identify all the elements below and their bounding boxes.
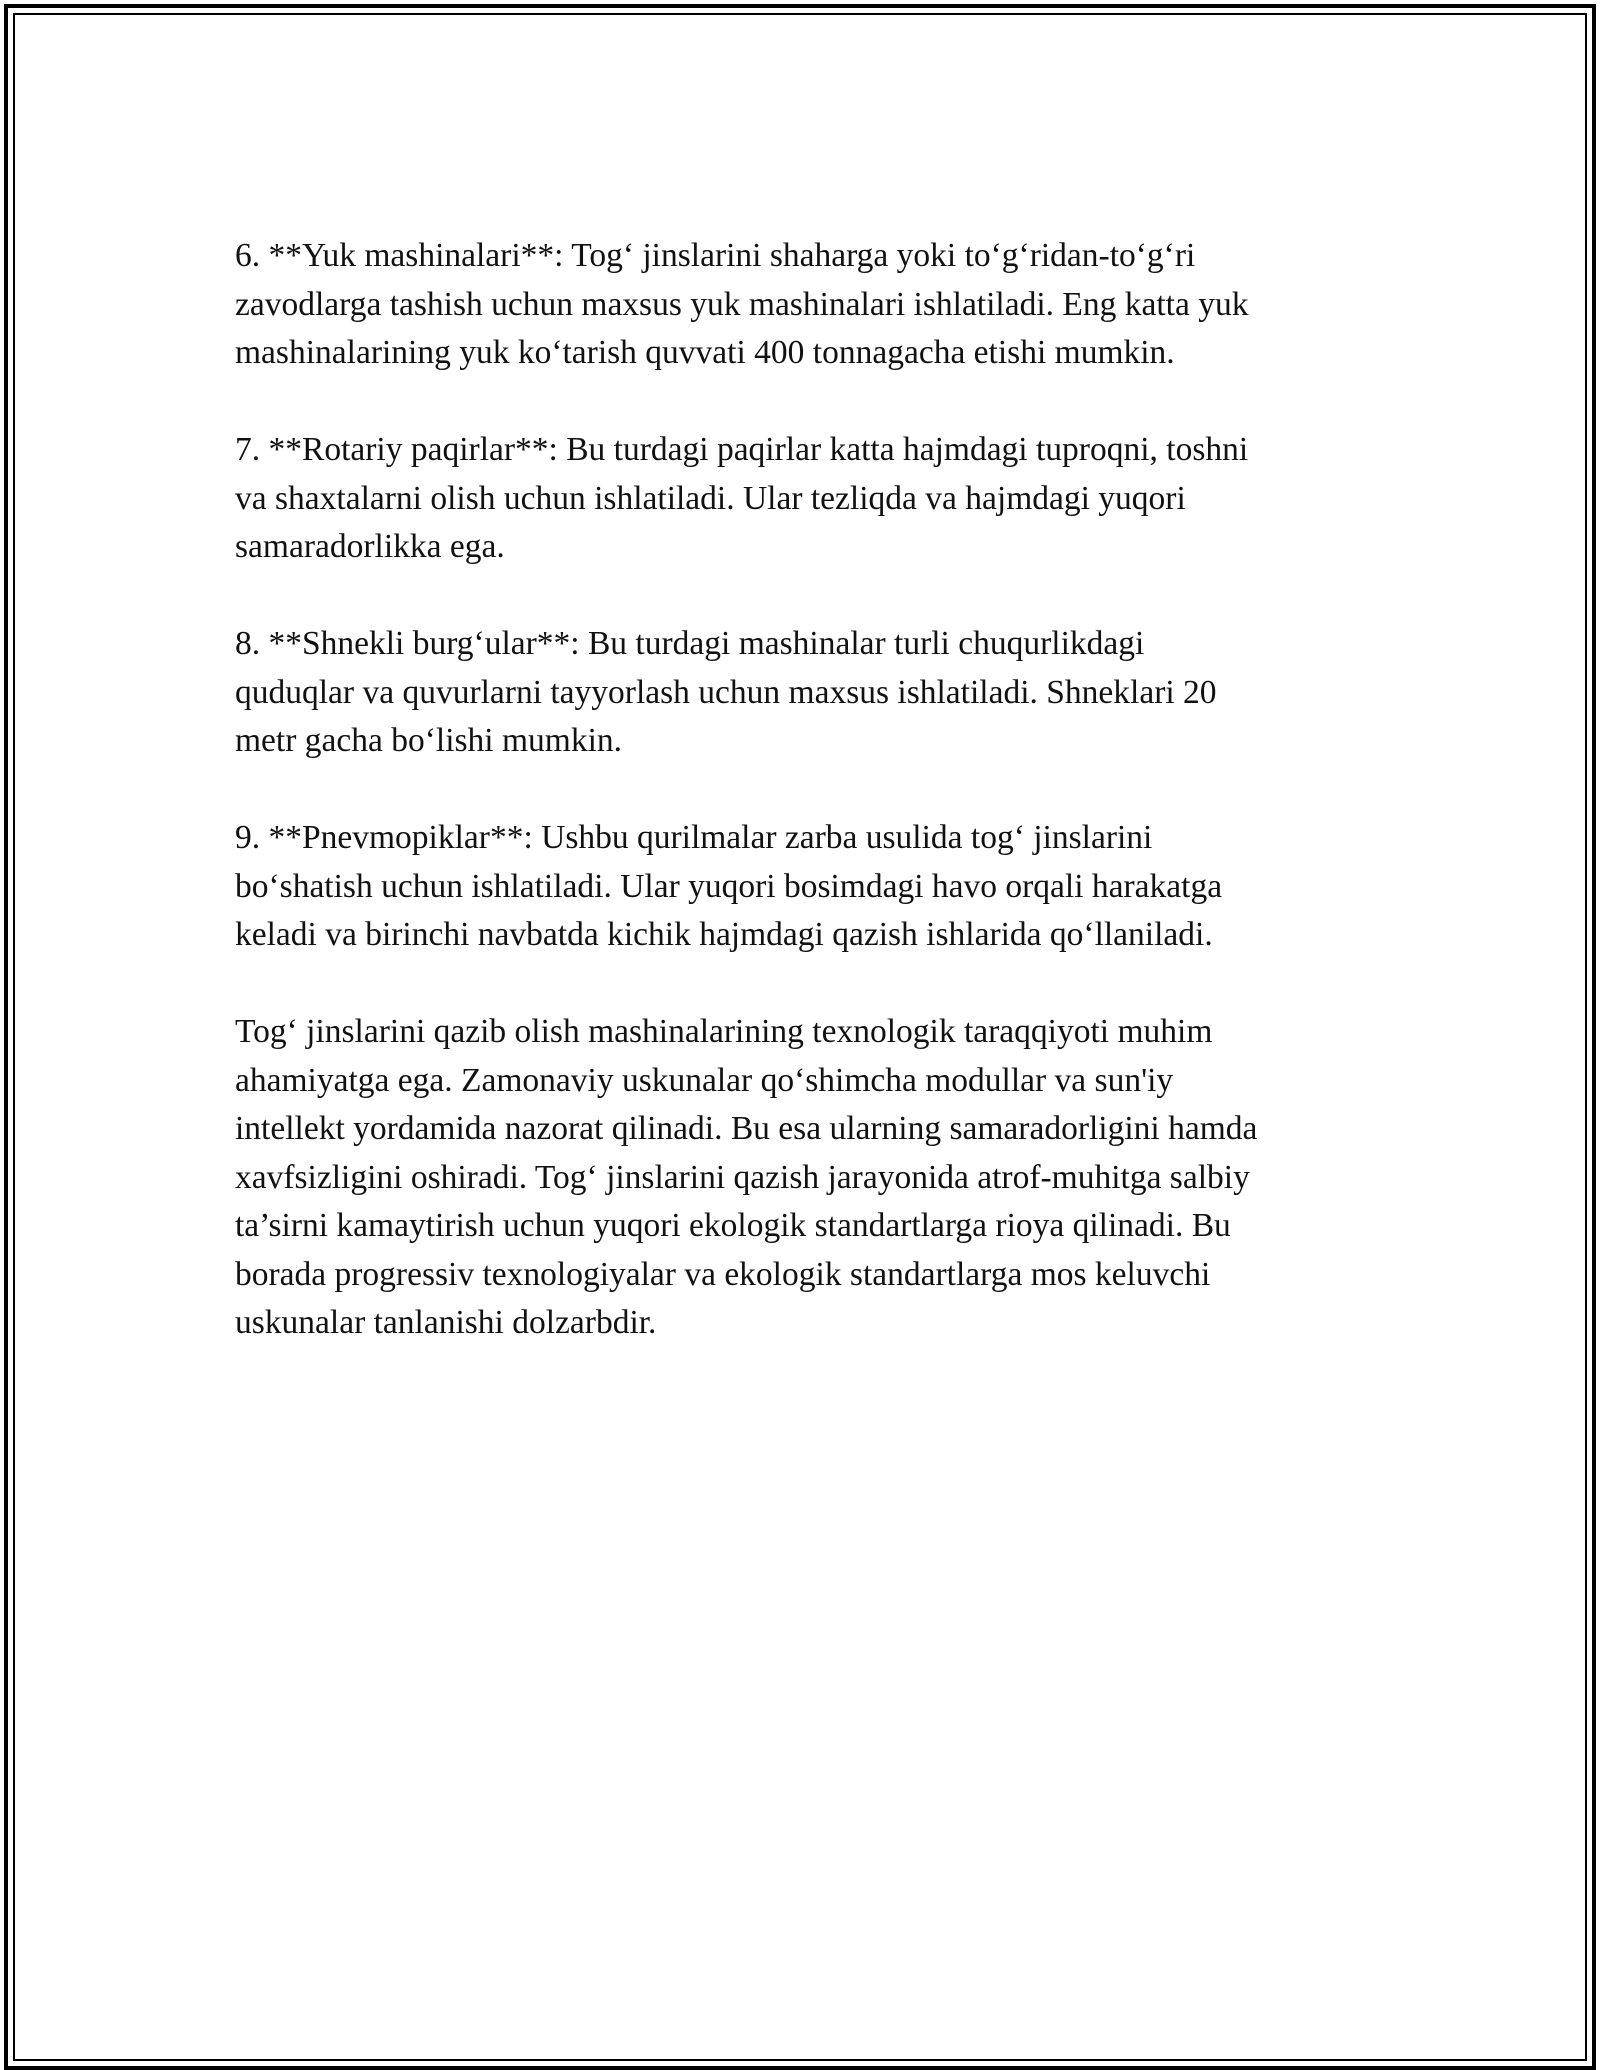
paragraph-item-6	[235, 232, 1385, 378]
text-line: ta’sirni kamaytirish uchun yuqori ekologik standartlarga rioya qilinadi. Bu	[235, 1207, 1231, 1244]
text-line: 8. **Shnekli burg‘ular**: Bu turdagi mashinalar turli chuqurlikdagi	[235, 625, 1145, 662]
paragraph-item-7	[235, 426, 1385, 572]
text-line: borada progressiv texnologiyalar va ekologik standartlarga mos keluvchi	[235, 1255, 1211, 1293]
text-line: keladi va birinchi navbatda kichik hajmdagi qazish ishlarida qo‘llaniladi.	[235, 916, 1213, 953]
text-line: zavodlarga tashish uchun maxsus yuk mashinalari ishlatiladi. Eng katta yuk	[235, 285, 1249, 323]
text-line: quduqlar va quvurlarni tayyorlash uchun maxsus ishlatiladi. Shneklari 20	[235, 673, 1217, 711]
paragraph-conclusion	[235, 1008, 1385, 1348]
text-line: mashinalarining yuk ko‘tarish quvvati 400 tonnagacha etishi mumkin.	[235, 334, 1175, 371]
text-line: xavfsizligini oshiradi. Tog‘ jinslarini qazish jarayonida atrof-muhitga salbiy	[235, 1158, 1250, 1196]
text-line: va shaxtalarni olish uchun ishlatiladi. Ular tezliqda va hajmdagi yuqori	[235, 479, 1186, 517]
text-line: metr gacha bo‘lishi mumkin.	[235, 722, 623, 759]
text-line: Tog‘ jinslarini qazib olish mashinalarining texnologik taraqqiyoti muhim	[235, 1013, 1213, 1050]
text-line: 6. **Yuk mashinalari**: Tog‘ jinslarini shaharga yoki to‘g‘ridan-to‘g‘ri	[235, 237, 1196, 274]
text-line: uskunalar tanlanishi dolzarbdir.	[235, 1304, 657, 1341]
text-line: samaradorlikka ega.	[235, 528, 505, 565]
text-line: 9. **Pnevmopiklar**: Ushbu qurilmalar zarba usulida tog‘ jinslarini	[235, 819, 1153, 856]
paragraph-item-9	[235, 814, 1385, 960]
text-line: bo‘shatish uchun ishlatiladi. Ular yuqori bosimdagi havo orqali harakatga	[235, 867, 1223, 905]
text-line: 7. **Rotariy paqirlar**: Bu turdagi paqirlar katta hajmdagi tuproqni, toshni	[235, 431, 1249, 468]
text-line: intellekt yordamida nazorat qilinadi. Bu esa ularning samaradorligini hamda	[235, 1110, 1258, 1147]
text-line: ahamiyatga ega. Zamonaviy uskunalar qo‘shimcha modullar va sun'iy	[235, 1061, 1174, 1099]
document-body	[235, 232, 1385, 1396]
paragraph-item-8	[235, 620, 1385, 766]
